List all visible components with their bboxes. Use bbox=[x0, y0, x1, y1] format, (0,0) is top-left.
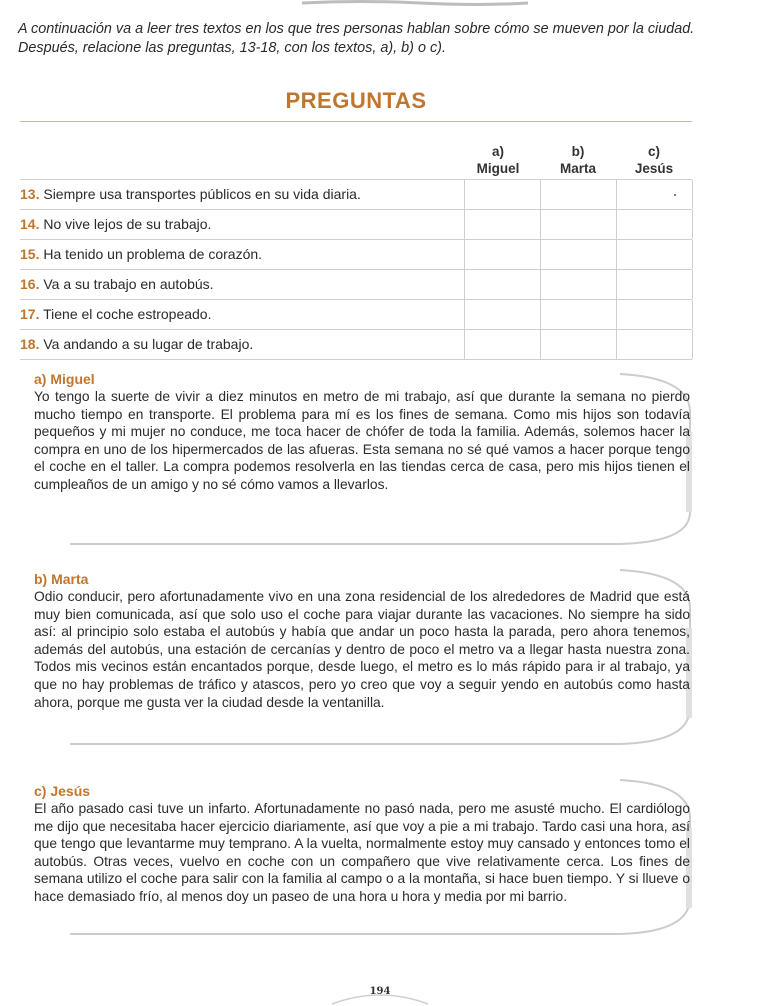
answer-cell-b[interactable] bbox=[540, 210, 617, 239]
instructions: A continuación va a leer tres textos en los que tres personas hablan sobre cómo se mueven por la ciudad. Después, relacione las preguntas, 13-18, con los textos, a), b) o c). bbox=[18, 21, 695, 56]
answer-cell-a[interactable] bbox=[464, 180, 541, 209]
text-miguel bbox=[34, 370, 690, 494]
page-title: PREGUNTAS bbox=[285, 88, 427, 113]
answer-cell-a[interactable] bbox=[464, 330, 541, 359]
answer-cell-a[interactable] bbox=[464, 270, 541, 299]
column-header-a bbox=[464, 143, 532, 177]
question-number: 14. bbox=[20, 216, 40, 232]
answer-cell-b[interactable] bbox=[540, 300, 617, 329]
question-number: 15. bbox=[20, 246, 40, 262]
question-row-14 bbox=[20, 210, 692, 240]
text-heading bbox=[34, 782, 690, 800]
text-author: Miguel bbox=[50, 371, 95, 387]
answer-cell-b[interactable] bbox=[540, 240, 617, 269]
text-body: El año pasado casi tuve un infarto. Afortunadamente no pasó nada, pero me asusté mucho. El cardiólogo me dijo que necesitaba hacer ejercicio diariamente, así que voy a pie a mi trabajo. Tardo casi una hora, así que tengo que levantarme muy temprano. A la vuelta, normalmente estoy muy cansado y entonces tomo el autobús. Otras veces, vuelvo en coche con un compañero que vive relativamente cerca. Los fines de semana utilizo el coche para salir con la familia al campo o a la montaña, si hace buen tiempo. Y si llueve o hace demasiado frío, al menos doy un paseo de una hora u hora y media por mi barrio. bbox=[34, 801, 690, 904]
answer-cell-a[interactable] bbox=[464, 300, 541, 329]
text-author: Jesús bbox=[50, 783, 91, 799]
question-text: Siempre usa transportes públicos en su vida diaria. bbox=[43, 186, 361, 202]
text-letter: c) bbox=[34, 783, 47, 799]
cropped-text-fragment bbox=[300, 0, 530, 6]
answer-cell-b[interactable] bbox=[540, 180, 617, 209]
text-body: Yo tengo la suerte de vivir a diez minutos en metro de mi trabajo, así que durante la semana no pierdo mucho tiempo en transporte. El problema para mí es los fines de semana. Como mis hijos son todavía pequeños y mi mujer no conduce, me toca hacer de chófer de toda la familia. Además, solemos hacer la compra en uno de los hipermercados de las afueras. Esta semana no sé qué vamos a hacer porque tengo el coche en el taller. La compra podemos resolverla en las tiendas cerca de casa, pero mis hijos tienen el cumpleaños de un amigo y no sé cómo vamos a llevarlos. bbox=[34, 389, 690, 492]
column-letter: c) bbox=[647, 144, 660, 159]
page-footer bbox=[330, 982, 430, 1006]
answer-cell-c[interactable] bbox=[616, 210, 693, 239]
answer-cell-c[interactable] bbox=[616, 330, 693, 359]
column-letter: a) bbox=[491, 144, 504, 159]
question-row-13 bbox=[20, 179, 692, 210]
question-text: No vive lejos de su trabajo. bbox=[43, 216, 212, 232]
text-body: Odio conducir, pero afortunadamente vivo en una zona residencial de los alrededores de Madrid que está muy bien comunicada, así que solo uso el coche para viajar durante las vacaciones. No siempre ha sido así: al principio solo estaba el autobús y había que andar un poco hasta la parada, pero ahora tenemos, además del autobús, una estación de cercanías y dentro de poco el metro va a llegar hasta nuestra zona. Todos mis vecinos están encantados porque, desde luego, el metro es lo más rápido para ir al trabajo, ya que no hay problemas de tráfico y atascos, pero yo creo que voy a seguir yendo en autobús como hasta ahora, porque me gusta ver la ciudad desde la ventanilla. bbox=[34, 589, 690, 710]
answer-cell-a[interactable] bbox=[464, 210, 541, 239]
question-number: 13. bbox=[20, 186, 40, 202]
answer-cell-b[interactable] bbox=[540, 330, 617, 359]
answer-cell-c[interactable] bbox=[616, 240, 693, 269]
text-heading bbox=[34, 570, 690, 588]
column-name: Jesús bbox=[634, 161, 674, 176]
question-text: Ha tenido un problema de corazón. bbox=[43, 246, 263, 262]
title-block bbox=[20, 88, 692, 122]
page-number: 194 bbox=[369, 986, 391, 997]
answer-cell-c[interactable] bbox=[616, 180, 693, 209]
answer-cell-a[interactable] bbox=[464, 240, 541, 269]
column-header-c bbox=[620, 143, 688, 177]
text-marta bbox=[34, 570, 690, 711]
column-name: Miguel bbox=[476, 161, 520, 176]
question-row-17 bbox=[20, 300, 692, 330]
column-letter: b) bbox=[571, 144, 585, 159]
title-rule bbox=[20, 121, 692, 122]
text-letter: b) bbox=[34, 571, 48, 587]
text-jesus bbox=[34, 782, 690, 906]
question-row-18 bbox=[20, 330, 692, 360]
question-text: Va andando a su lugar de trabajo. bbox=[43, 336, 254, 352]
question-text: Tiene el coche estropeado. bbox=[43, 306, 212, 322]
column-header-b bbox=[544, 143, 612, 177]
text-heading bbox=[34, 370, 690, 388]
answer-cell-c[interactable] bbox=[616, 270, 693, 299]
question-number: 16. bbox=[20, 276, 40, 292]
question-row-16 bbox=[20, 270, 692, 300]
answer-cell-c[interactable] bbox=[616, 300, 693, 329]
text-letter: a) bbox=[34, 371, 47, 387]
questions-table bbox=[20, 179, 692, 360]
question-text: Va a su trabajo en autobús. bbox=[43, 276, 214, 292]
question-row-15 bbox=[20, 240, 692, 270]
text-author: Marta bbox=[51, 571, 89, 587]
column-name: Marta bbox=[559, 161, 596, 176]
question-number: 17. bbox=[20, 306, 40, 322]
stray-mark bbox=[674, 194, 676, 196]
question-number: 18. bbox=[20, 336, 40, 352]
answer-cell-b[interactable] bbox=[540, 270, 617, 299]
